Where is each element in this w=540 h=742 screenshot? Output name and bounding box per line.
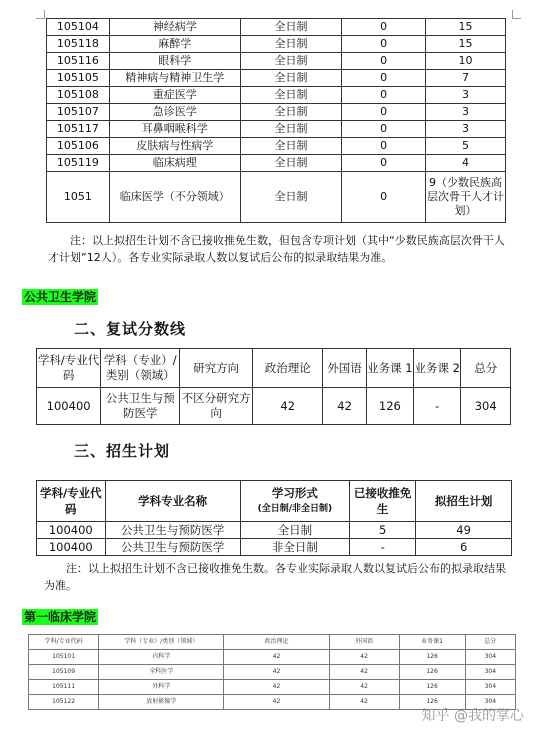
header-cell: 学科/专业代码	[37, 349, 101, 388]
table-cell: 105108	[47, 87, 110, 104]
table-cell: 7	[425, 70, 505, 87]
table-cell: 公共卫生与预防医学	[101, 388, 180, 425]
section-title-first-clinical: 第一临床学院	[24, 610, 97, 624]
table-cell: 公共卫生与预防医学	[105, 522, 240, 539]
table-row	[47, 172, 506, 223]
table-cell: 42	[224, 680, 329, 695]
header-cell: 学科/专业代码	[29, 635, 99, 650]
header-cell: 政治理论	[224, 635, 329, 650]
header-cell: 外国语	[329, 635, 399, 650]
table-cell: 0	[342, 53, 426, 70]
table-cell: 6	[416, 539, 512, 556]
table-cell: 全日制	[240, 155, 341, 172]
header-cell-subline: (全日制/非全日制)	[257, 504, 333, 514]
table-row	[47, 155, 506, 172]
header-cell: 拟招生计划	[416, 481, 512, 522]
table-cell: 42	[224, 695, 329, 710]
table-cell: 5	[350, 522, 416, 539]
heading-enrollment-plan: 三、招生计划	[74, 442, 171, 460]
table-cell: 42	[224, 650, 329, 665]
table-cell: 5	[425, 138, 505, 155]
watermark: 知乎 @我的掌心	[421, 708, 524, 724]
enrollment-table-top	[46, 18, 506, 223]
table-cell: 105122	[29, 695, 99, 710]
table-cell: 105111	[29, 680, 99, 695]
table-cell: 1051	[47, 172, 110, 223]
table-cell: 重症医学	[109, 87, 240, 104]
table-cell: 全日制	[240, 87, 341, 104]
table-row	[47, 19, 506, 36]
table-cell: 42	[329, 680, 399, 695]
table-cell: 105105	[47, 70, 110, 87]
header-cell: 学科/专业代码	[37, 481, 106, 522]
header-cell	[240, 481, 349, 522]
table-cell: 公共卫生与预防医学	[105, 539, 240, 556]
header-cell: 业务课1	[399, 635, 465, 650]
table-cell: 126	[399, 695, 465, 710]
table-row	[47, 138, 506, 155]
table-row	[47, 87, 506, 104]
table-cell: 0	[342, 138, 426, 155]
table-cell: 0	[342, 104, 426, 121]
table-cell: 15	[425, 36, 505, 53]
table-cell: 全日制	[240, 172, 341, 223]
header-cell: 学科（专业）/类别（领域）	[99, 635, 224, 650]
header-cell: 学科（专业）/类别（领域）	[101, 349, 180, 388]
table-cell: 全日制	[240, 104, 341, 121]
table-cell: 105117	[47, 121, 110, 138]
table-row	[47, 36, 506, 53]
table-cell: 105101	[29, 650, 99, 665]
table-cell: 15	[425, 19, 505, 36]
heading-retest-score: 二、复试分数线	[74, 320, 187, 338]
table-cell: 0	[342, 70, 426, 87]
table-row	[29, 665, 516, 680]
header-cell-line: 学习形式	[271, 486, 318, 500]
table-cell: 304	[465, 665, 515, 680]
table-cell: 内科学	[99, 650, 224, 665]
table-cell: 126	[399, 650, 465, 665]
table-cell: -	[414, 388, 461, 425]
note-top: 注：以上拟招生计划不含已接收推免生数，但包含专项计划（其中“少数民族高层次骨干人才计划”12人）。各专业实际录取人数以复试后公布的拟录取结果为准。	[48, 234, 505, 264]
table-cell: 105104	[47, 19, 110, 36]
first-clinical-table	[28, 634, 516, 710]
table-row	[47, 104, 506, 121]
table-cell: 临床医学（不分领域）	[109, 172, 240, 223]
table-cell: 100400	[37, 539, 106, 556]
table-cell: 临床病理	[109, 155, 240, 172]
table-cell: 304	[465, 695, 515, 710]
table-cell: 304	[465, 650, 515, 665]
table-cell: 3	[425, 104, 505, 121]
table-cell: 全科医学	[99, 665, 224, 680]
header-cell: 政治理论	[252, 349, 323, 388]
table-cell: 急诊医学	[109, 104, 240, 121]
table-cell: 105109	[29, 665, 99, 680]
table-cell: 42	[329, 650, 399, 665]
table-cell: 9（少数民族高层次骨干人才计划）	[425, 172, 505, 223]
table-cell: 3	[425, 121, 505, 138]
table-cell: 3	[425, 87, 505, 104]
table-cell: 0	[342, 121, 426, 138]
table-cell: 耳鼻咽喉科学	[109, 121, 240, 138]
header-cell: 研究方向	[180, 349, 253, 388]
header-cell: 业务课 1	[366, 349, 413, 388]
table-cell: 放射影像学	[99, 695, 224, 710]
table-cell: 麻醉学	[109, 36, 240, 53]
table-cell: 42	[323, 388, 366, 425]
table-cell: 4	[425, 155, 505, 172]
table-cell: 304	[461, 388, 511, 425]
table-cell: 126	[399, 680, 465, 695]
table-cell: 眼科学	[109, 53, 240, 70]
table-row	[47, 70, 506, 87]
table-cell: 0	[342, 19, 426, 36]
table-cell: 全日制	[240, 121, 341, 138]
header-cell: 总分	[465, 635, 515, 650]
table-cell: 105119	[47, 155, 110, 172]
table-cell: 42	[224, 665, 329, 680]
enrollment-plan-table	[36, 480, 512, 556]
table-cell: 304	[465, 680, 515, 695]
table-cell: 10	[425, 53, 505, 70]
table-cell: 全日制	[240, 70, 341, 87]
table-cell: 0	[342, 172, 426, 223]
table-cell: -	[350, 539, 416, 556]
table-cell: 105107	[47, 104, 110, 121]
table-cell: 全日制	[240, 36, 341, 53]
table-cell: 0	[342, 155, 426, 172]
table-cell: 105118	[47, 36, 110, 53]
note-bottom: 注：以上拟招生计划不含已接收推免生数。各专业实际录取人数以复试后公布的拟录取结果为准。	[44, 562, 506, 592]
header-cell: 业务课 2	[414, 349, 461, 388]
table-cell: 0	[342, 36, 426, 53]
table-header-row	[29, 635, 516, 650]
table-cell: 非全日制	[240, 539, 349, 556]
table-cell: 全日制	[240, 19, 341, 36]
page-corner-mark	[36, 10, 45, 19]
table-cell: 外科学	[99, 680, 224, 695]
page-corner-mark	[512, 10, 521, 19]
table-cell: 精神病与精神卫生学	[109, 70, 240, 87]
table-cell: 全日制	[240, 522, 349, 539]
table-cell: 100400	[37, 388, 101, 425]
table-cell: 49	[416, 522, 512, 539]
table-cell: 全日制	[240, 138, 341, 155]
table-row	[29, 650, 516, 665]
header-cell: 学科专业名称	[105, 481, 240, 522]
table-cell: 42	[329, 665, 399, 680]
header-cell: 总分	[461, 349, 511, 388]
table-cell: 42	[329, 695, 399, 710]
header-cell: 外国语	[323, 349, 366, 388]
table-cell: 皮肤病与性病学	[109, 138, 240, 155]
retest-score-table	[36, 348, 511, 425]
header-cell: 已接收推免生	[350, 481, 416, 522]
table-row	[47, 121, 506, 138]
table-cell: 126	[366, 388, 413, 425]
table-cell: 42	[252, 388, 323, 425]
table-cell: 不区分研究方向	[180, 388, 253, 425]
table-cell: 全日制	[240, 53, 341, 70]
table-cell: 105116	[47, 53, 110, 70]
table-cell: 100400	[37, 522, 106, 539]
table-row	[47, 53, 506, 70]
section-title-public-health: 公共卫生学院	[24, 290, 97, 304]
table-cell: 0	[342, 87, 426, 104]
table-cell: 神经病学	[109, 19, 240, 36]
table-cell: 105106	[47, 138, 110, 155]
table-cell: 126	[399, 665, 465, 680]
table-row	[29, 680, 516, 695]
